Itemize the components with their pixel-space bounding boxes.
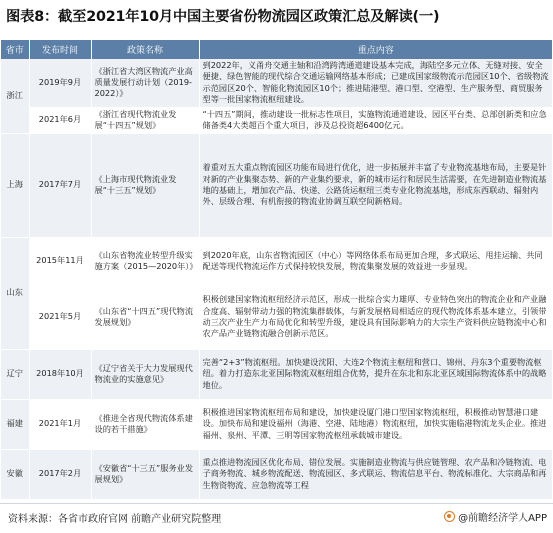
- table-row: [1, 237, 552, 285]
- footer-source: 资料来源：各省市政府官网 前瞻产业研究院整理: [8, 514, 222, 525]
- content-cell: 积极推进国家物流枢纽布局和建设，加快建设厦门港口型国家物流枢纽，积极推动智慧港口建设。加快布局和建设福州（海港、空港、陆地港）物流枢纽，加快实施临港物流龙头企业。推进福州、泉州、平潭、三明等国家物流枢纽承载城市建设。: [199, 399, 552, 449]
- footer-brand-text: @前瞻经济学人APP: [458, 513, 547, 524]
- date-cell: 2017年7月: [29, 133, 91, 237]
- province-cell: 浙江: [1, 59, 29, 133]
- brand-logo-icon: [444, 511, 455, 522]
- date-cell: 2019年9月: [29, 59, 91, 107]
- policy-name-cell: 《上海市现代物流业发展“十三五”规划》: [91, 133, 199, 237]
- date-cell: 2017年2月: [29, 449, 91, 499]
- province-cell: 山东: [1, 237, 29, 349]
- date-cell: 2018年10月: [29, 349, 91, 399]
- table-row: [1, 59, 552, 107]
- table-row: [1, 133, 552, 237]
- content-cell: 到2020年底，山东省物流园区（中心）等网络体系布局更加合理，多式联运、甩挂运输、共同配送等现代物流运作方式保持较快发展，物流集聚发展的效益进一步显现。: [199, 237, 552, 285]
- content-cell: 到2022年，义甬舟交通主轴和沿湾跨湾通道建设基本完成，海陆空多元立体、无缝对接、安全便捷、绿色智能的现代综合交通运输网络基本形成；已建成国家级物流示范园区10个、省级物流示范园区20个、智能化物流园区10个；推进陆港型、港口型、空港型、生产服务型、商贸服务型等一批国家物流枢纽建设。: [199, 59, 552, 107]
- header-policy-name: 政策名称: [91, 40, 199, 59]
- province-cell: 安徽: [1, 449, 29, 499]
- table-row: [1, 449, 552, 499]
- province-cell: 上海: [1, 133, 29, 237]
- policy-name-cell: 《山东省物流业转型升级实施方案（2015—2020年）》: [91, 237, 199, 285]
- date-cell: 2021年1月: [29, 399, 91, 449]
- header-province: 省市: [1, 40, 29, 59]
- header-date: 发布时间: [29, 40, 91, 59]
- policy-name-cell: 《推进全省现代物流体系建设的若干措施》: [91, 399, 199, 449]
- content-cell: 重点推进物流园区优化布局、错位发展。实施制造业物流与供应链管理、农产品和冷链物流、电子商务物流、城乡物流配送、物流园区、多式联运、物流信息平台、物流标准化、大宗商品和再生物资物流、应急物流等工程: [199, 449, 552, 499]
- content-cell: 完善“2+3”物流枢纽。加快建设沈阳、大连2个物流主枢纽和营口、锦州、丹东3个重要物流枢纽。着力打造东北亚国际物流双枢纽组合优势，提升在东北和东北亚区域国际物流体系中的战略地位。: [199, 349, 552, 399]
- policy-name-cell: 《山东省“十四五”现代物流发展规划》: [91, 285, 199, 349]
- table-row: [1, 107, 552, 133]
- table-header-row: [1, 40, 552, 59]
- table-row: [1, 285, 552, 349]
- table-row: [1, 399, 552, 449]
- date-cell: 2021年5月: [29, 285, 91, 349]
- policy-name-cell: 《辽宁省关于大力发展现代物流业的实施意见》: [91, 349, 199, 399]
- policy-name-cell: 《浙江省现代物流业发展“十四五”规划》: [91, 107, 199, 133]
- table-row: [1, 349, 552, 399]
- content-cell: 积极创建国家物流枢纽经济示范区，形成一批综合实力雄厚、专业特色突出的物流企业和产业融合度高、辐射带动力强的物流集群载体，与新发展格局相适应的现代物流体系基本建立，引领带动三次产业生产力布局优化和转型升级，建设具有国际影响力的大宗生产资料供应链物流中心和农产品产业链物流融合创新示范区。: [199, 285, 552, 349]
- policy-name-cell: 《安徽省“十三五”服务业发展规划》: [91, 449, 199, 499]
- content-cell: 着重对五大重点物流园区功能布局进行优化，进一步拓展并丰富了专业物流基地布局，主要是针对新的产业集聚态势、新的产业集约要求，新的城市运行和居民生活需要，在先进制造业物流基地的基础上，增加农产品、快递、公路货运枢纽三类专业化物流基地，形成东西联动、辐射内外、层级合理、有机衔接的物流业协调互联空间新格局。: [199, 133, 552, 237]
- date-cell: 2015年11月: [29, 237, 91, 285]
- province-cell: 辽宁: [1, 349, 29, 399]
- footer-divider: [0, 503, 553, 504]
- province-cell: 福建: [1, 399, 29, 449]
- content-cell: “十四五”期间，推动建设一批标志性项目，实施物流通道建设、园区平台类、总部创新类和应急储备类4大类超百个重大项目，涉及总投资超6400亿元。: [199, 107, 552, 133]
- header-key-content: 重点内容: [199, 40, 552, 59]
- chart-title: 图表8：截至2021年10月中国主要省份物流园区政策汇总及解读(一): [6, 9, 440, 25]
- policy-name-cell: 《浙江省大湾区物流产业高质量发展行动计划（2019-2022）》: [91, 59, 199, 107]
- policy-table: [1, 40, 552, 500]
- date-cell: 2021年6月: [29, 107, 91, 133]
- footer-brand: [444, 509, 547, 524]
